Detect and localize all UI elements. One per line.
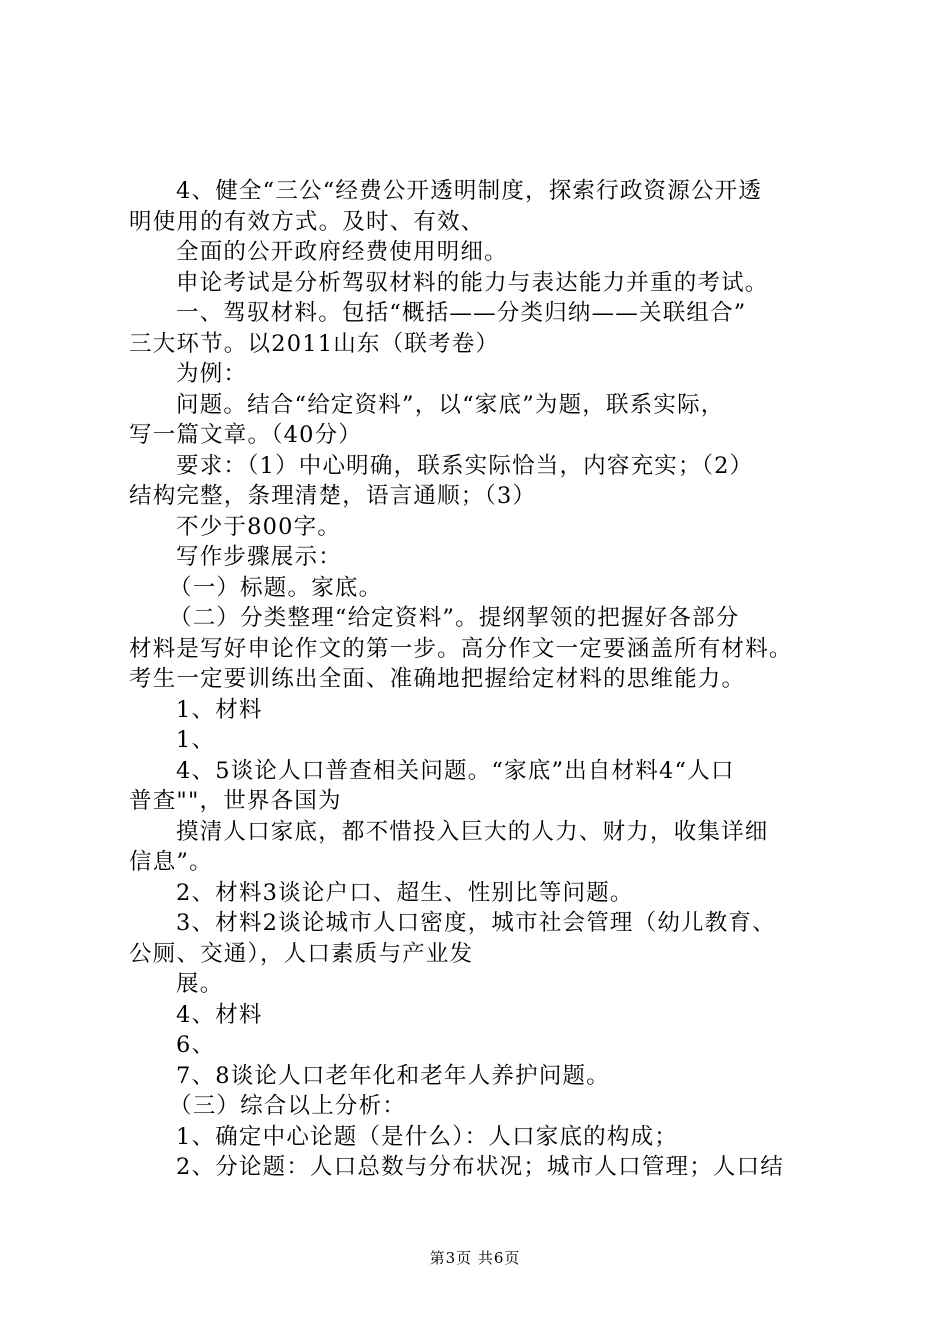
text-line: 4、健全“三公“经费公开透明制度，探索行政资源公开透 bbox=[176, 178, 763, 204]
page-footer: 第3页 共6页 bbox=[429, 1249, 521, 1267]
document-body bbox=[129, 176, 839, 1183]
text-line: 写一篇文章。（40分） bbox=[129, 422, 363, 448]
text-line: 7、8谈论人口老年化和老年人养护问题。 bbox=[176, 1062, 610, 1089]
text-line: 申论考试是分析驾驭材料的能力与表达能力并重的考试。 bbox=[176, 269, 769, 296]
text-line: 4、5谈论人口普查相关问题。“家底”出自材料4“人口 bbox=[176, 757, 735, 784]
text-line: （三）综合以上分析： bbox=[169, 1093, 407, 1119]
text-line: （二）分类整理“给定资料”。提纲挈领的把握好各部分 bbox=[169, 605, 740, 631]
text-line: 明使用的有效方式。及时、有效、 bbox=[129, 208, 485, 235]
text-line: 1、确定中心论题（是什么）：人口家底的构成； bbox=[176, 1123, 678, 1150]
text-line: 摸清人口家底，都不惜投入巨大的人力、财力，收集详细 bbox=[176, 818, 769, 845]
text-line: 4、材料 bbox=[176, 1001, 263, 1028]
text-line: 为例： bbox=[176, 361, 248, 387]
text-line: （一）标题。家底。 bbox=[169, 574, 383, 601]
text-line: 公厕、交通），人口素质与产业发 bbox=[129, 940, 474, 967]
text-line: 全面的公开政府经费使用明细。 bbox=[176, 239, 508, 265]
text-line: 普查""，世界各国为 bbox=[129, 788, 342, 814]
text-line: 要求：（1）中心明确，联系实际恰当，内容充实；（2） bbox=[176, 452, 754, 479]
text-line: 问题。结合“给定资料”，以“家底”为题，联系实际， bbox=[176, 391, 725, 418]
text-line: 1、 bbox=[176, 727, 216, 753]
text-line: 一、驾驭材料。包括“概括——分类归纳——关联组合” bbox=[176, 300, 747, 326]
text-line: 6、 bbox=[176, 1032, 216, 1058]
text-line: 写作步骤展示： bbox=[176, 544, 342, 570]
text-line: 结构完整，条理清楚，语言通顺；（3） bbox=[129, 483, 537, 509]
text-line: 三大环节。以2011山东（联考卷） bbox=[129, 330, 500, 357]
text-line: 展。 bbox=[176, 971, 224, 997]
text-line: 不少于800字。 bbox=[176, 513, 342, 540]
text-line: 2、分论题：人口总数与分布状况；城市人口管理；人口结 bbox=[176, 1154, 785, 1180]
text-line: 考生一定要训练出全面、准确地把握给定材料的思维能力。 bbox=[129, 666, 746, 692]
text-line: 3、材料2谈论城市人口密度，城市社会管理（幼儿教育、 bbox=[176, 910, 776, 936]
text-line: 信息”。 bbox=[129, 849, 213, 875]
text-line: 2、材料3谈论户口、超生、性别比等问题。 bbox=[176, 879, 634, 906]
text-line: 1、材料 bbox=[176, 696, 263, 723]
text-line: 材料是写好申论作文的第一步。高分作文一定要涵盖所有材料。 bbox=[129, 635, 793, 662]
